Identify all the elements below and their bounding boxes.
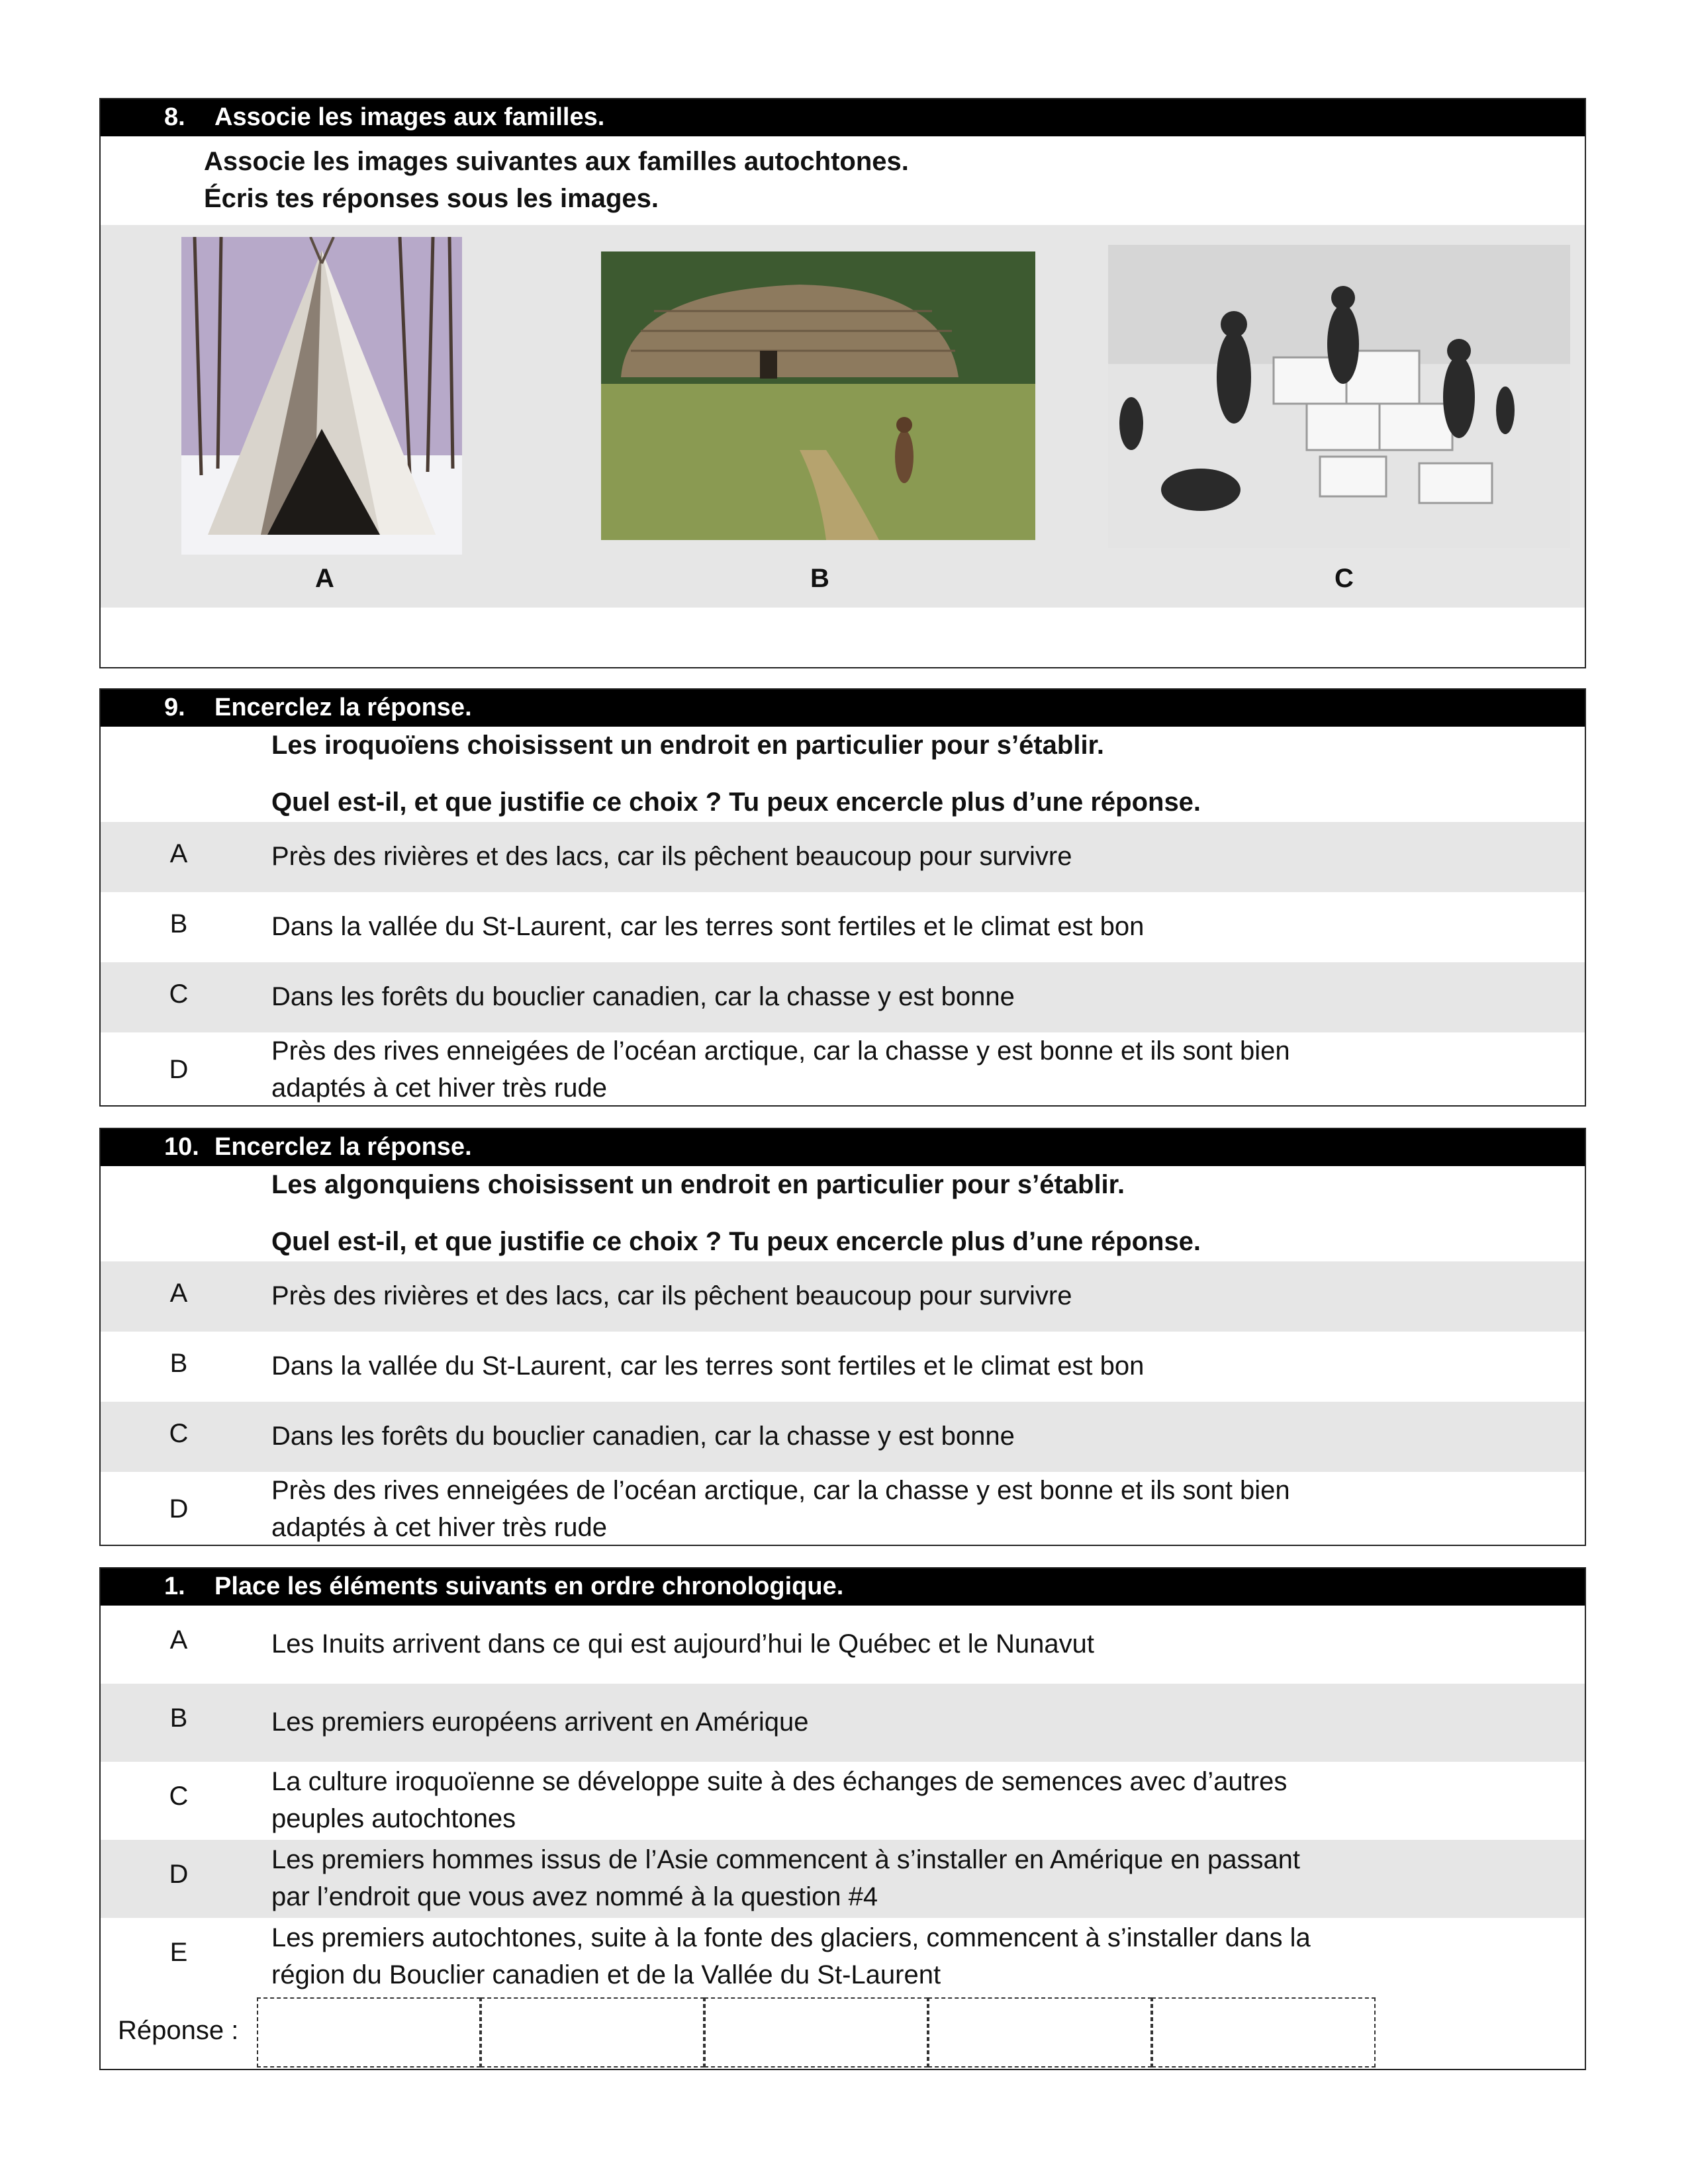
question-10-header bbox=[101, 1129, 1585, 1166]
question-title: Associe les images aux familles. bbox=[214, 103, 605, 131]
item-text: Les premiers hommes issus de l’Asie commencent à s’installer en Amérique en passant bbox=[271, 1845, 1301, 1874]
option-text: Dans la vallée du St-Laurent, car les terres sont fertiles et le climat est bon bbox=[271, 1351, 1145, 1381]
image-label: A bbox=[315, 564, 334, 593]
option-letter: A bbox=[169, 1279, 188, 1308]
image-label: B bbox=[810, 564, 829, 593]
option-letter: B bbox=[169, 909, 188, 938]
option-row[interactable] bbox=[101, 1402, 1585, 1472]
question-9-header bbox=[101, 690, 1585, 727]
option-text: Près des rivières et des lacs, car ils pêchent beaucoup pour survivre bbox=[271, 842, 1072, 871]
answer-area[interactable] bbox=[101, 608, 1585, 667]
option-text: Dans les forêts du bouclier canadien, car la chasse y est bonne bbox=[271, 982, 1015, 1011]
option-row[interactable] bbox=[101, 822, 1585, 892]
item-letter: D bbox=[169, 1860, 189, 1889]
answer-row bbox=[101, 1997, 1585, 2069]
list-item bbox=[101, 1918, 1585, 1996]
answer-label: Réponse : bbox=[118, 2016, 239, 2045]
question-text: Les algonquiens choisissent un endroit en particulier pour s’établir. bbox=[271, 1170, 1125, 1199]
option-row[interactable] bbox=[101, 1032, 1585, 1105]
list-item bbox=[101, 1840, 1585, 1918]
option-text: Près des rivières et des lacs, car ils pêchent beaucoup pour survivre bbox=[271, 1281, 1072, 1310]
list-item bbox=[101, 1606, 1585, 1684]
instruction-line: Associe les images suivantes aux familles autochtones. bbox=[204, 147, 909, 176]
answer-box[interactable] bbox=[257, 1997, 481, 2068]
question-text: Les iroquoïens choisissent un endroit en particulier pour s’établir. bbox=[271, 731, 1105, 760]
list-item bbox=[101, 1762, 1585, 1840]
option-letter: D bbox=[169, 1494, 189, 1524]
item-text: Les premiers européens arrivent en Amérique bbox=[271, 1707, 809, 1737]
option-row[interactable] bbox=[101, 962, 1585, 1032]
instruction-line: Écris tes réponses sous les images. bbox=[204, 184, 659, 213]
question-8-box bbox=[99, 98, 1586, 668]
option-text: Près des rives enneigées de l’océan arctique, car la chasse y est bonne et ils sont bien bbox=[271, 1476, 1290, 1505]
option-text: adaptés à cet hiver très rude bbox=[271, 1513, 607, 1542]
longhouse-image bbox=[601, 251, 1035, 540]
question-number: 10. bbox=[164, 1133, 199, 1161]
question-1-box bbox=[99, 1567, 1586, 2070]
item-text: région du Bouclier canadien et de la Vallée du St-Laurent bbox=[271, 1960, 941, 1989]
item-letter: B bbox=[169, 1704, 188, 1733]
option-row[interactable] bbox=[101, 1472, 1585, 1545]
option-letter: C bbox=[169, 1419, 189, 1448]
question-10-box bbox=[99, 1128, 1586, 1546]
option-letter: D bbox=[169, 1055, 189, 1084]
option-row[interactable] bbox=[101, 1332, 1585, 1402]
item-text: peuples autochtones bbox=[271, 1804, 516, 1833]
item-text: Les Inuits arrivent dans ce qui est aujourd’hui le Québec et le Nunavut bbox=[271, 1629, 1094, 1659]
item-letter: A bbox=[169, 1625, 188, 1655]
question-9-box bbox=[99, 688, 1586, 1107]
item-text: par l’endroit que vous avez nommé à la question #4 bbox=[271, 1882, 878, 1911]
question-text: Quel est-il, et que justifie ce choix ? Tu peux encercle plus d’une réponse. bbox=[271, 1227, 1201, 1256]
option-text: Dans la vallée du St-Laurent, car les terres sont fertiles et le climat est bon bbox=[271, 912, 1145, 941]
answer-box[interactable] bbox=[704, 1997, 928, 2068]
option-row[interactable] bbox=[101, 1261, 1585, 1332]
question-number: 8. bbox=[164, 103, 185, 131]
question-title: Encerclez la réponse. bbox=[214, 694, 472, 721]
answer-box[interactable] bbox=[1152, 1997, 1376, 2068]
question-number: 1. bbox=[164, 1572, 185, 1600]
question-text: Quel est-il, et que justifie ce choix ? Tu peux encercle plus d’une réponse. bbox=[271, 788, 1201, 817]
item-text: Les premiers autochtones, suite à la fonte des glaciers, commencent à s’installer dans la bbox=[271, 1923, 1311, 1952]
image-strip bbox=[101, 225, 1585, 608]
option-letter: C bbox=[169, 979, 189, 1009]
option-letter: A bbox=[169, 839, 188, 868]
image-label: C bbox=[1335, 564, 1354, 593]
item-letter: E bbox=[169, 1938, 188, 1967]
igloo-image bbox=[1108, 245, 1570, 548]
tipi-image bbox=[181, 237, 462, 555]
question-8-header bbox=[101, 99, 1585, 136]
answer-box[interactable] bbox=[928, 1997, 1152, 2068]
question-number: 9. bbox=[164, 694, 185, 721]
question-title: Place les éléments suivants en ordre chronologique. bbox=[214, 1572, 844, 1600]
option-text: adaptés à cet hiver très rude bbox=[271, 1073, 607, 1103]
option-letter: B bbox=[169, 1349, 188, 1378]
question-title: Encerclez la réponse. bbox=[214, 1133, 472, 1161]
answer-box[interactable] bbox=[481, 1997, 704, 2068]
option-text: Près des rives enneigées de l’océan arctique, car la chasse y est bonne et ils sont bien bbox=[271, 1036, 1290, 1066]
list-item bbox=[101, 1684, 1585, 1762]
option-text: Dans les forêts du bouclier canadien, car la chasse y est bonne bbox=[271, 1422, 1015, 1451]
question-1-header bbox=[101, 1569, 1585, 1606]
item-letter: C bbox=[169, 1782, 189, 1811]
option-row[interactable] bbox=[101, 892, 1585, 962]
item-text: La culture iroquoïenne se développe suite à des échanges de semences avec d’autres bbox=[271, 1767, 1288, 1796]
